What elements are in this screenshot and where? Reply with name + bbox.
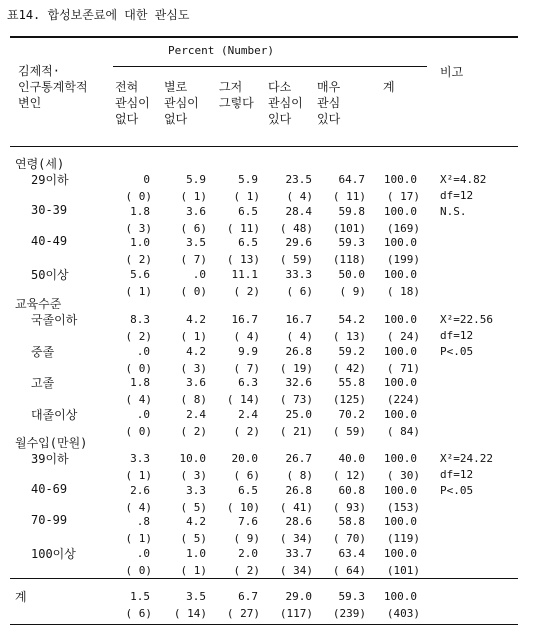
- percent-cell: 3.5: [186, 590, 206, 603]
- count-cell: ( 0): [125, 563, 152, 577]
- percent-cell: 100.0: [383, 236, 417, 249]
- count-cell: ( 2): [180, 424, 207, 438]
- row-label: 국졸이하: [31, 313, 78, 327]
- percent-cell: 29.0: [285, 590, 312, 603]
- percent-cell: 1.0: [130, 236, 150, 249]
- percent-cell: 2.6: [130, 483, 150, 497]
- row-label: 계: [15, 590, 27, 604]
- percent-cell: .0: [136, 546, 150, 560]
- count-cell: ( 2): [233, 284, 260, 298]
- count-cell: ( 3): [180, 469, 207, 482]
- count-cell: ( 13): [226, 253, 260, 266]
- row-label: 30-39: [31, 202, 68, 217]
- percent-cell: 16.7: [231, 313, 258, 326]
- percent-cell: 1.8: [130, 204, 150, 218]
- count-cell: ( 5): [180, 500, 207, 514]
- count-cell: ( 6): [286, 284, 313, 298]
- count-cell: ( 9): [339, 284, 366, 298]
- percent-cell: 20.0: [231, 452, 258, 465]
- percent-cell: 3.3: [186, 483, 206, 497]
- percent-cell: 100.0: [383, 344, 417, 358]
- count-cell: (239): [332, 607, 366, 620]
- count-cell: ( 6): [125, 607, 152, 620]
- percent-cell: 59.3: [338, 590, 365, 603]
- count-cell: ( 42): [332, 361, 366, 375]
- count-cell: ( 6): [180, 221, 207, 235]
- percent-cell: 5.6: [130, 267, 150, 281]
- percent-cell: 54.2: [338, 313, 365, 326]
- count-cell: ( 0): [125, 361, 152, 375]
- count-cell: (101): [386, 563, 420, 577]
- count-cell: ( 1): [125, 284, 152, 298]
- percent-cell: 3.3: [130, 452, 150, 465]
- count-cell: ( 9): [233, 532, 260, 545]
- count-cell: ( 5): [180, 532, 207, 545]
- percent-cell: 4.2: [186, 344, 206, 358]
- count-cell: ( 73): [279, 393, 313, 406]
- percent-cell: 29.6: [285, 236, 312, 249]
- remark-note: P<.05: [440, 484, 474, 497]
- column-header: [317, 79, 340, 127]
- column-header-line: 계: [383, 80, 395, 94]
- percent-cell: 26.7: [285, 452, 312, 465]
- remark-note: X²=22.56: [440, 313, 493, 326]
- count-cell: ( 11): [226, 221, 260, 235]
- variable-header-line: 인구통계학적: [18, 80, 88, 94]
- row-label: 중졸: [31, 344, 55, 359]
- percent-underline: [113, 66, 427, 67]
- percent-cell: 60.8: [338, 483, 365, 497]
- section-label: 월수입(만원): [15, 436, 88, 450]
- count-cell: ( 3): [125, 221, 152, 235]
- remark-note: X²=24.22: [440, 452, 493, 465]
- percent-cell: 100.0: [383, 483, 417, 497]
- percent-cell: 4.2: [186, 515, 206, 528]
- percent-cell: 26.8: [285, 344, 312, 358]
- percent-cell: 32.6: [285, 376, 312, 389]
- bottom-rule: [10, 624, 518, 625]
- column-header: [115, 79, 150, 127]
- percent-cell: 100.0: [383, 313, 417, 326]
- count-cell: ( 3): [180, 361, 207, 375]
- count-cell: (117): [279, 607, 313, 620]
- percent-cell: 10.0: [179, 452, 206, 465]
- column-header-line: 전혀: [115, 80, 139, 94]
- count-cell: ( 1): [233, 190, 260, 203]
- count-cell: ( 59): [332, 424, 366, 438]
- count-cell: ( 19): [279, 361, 313, 375]
- percent-cell: 33.3: [285, 267, 312, 281]
- count-cell: ( 18): [386, 284, 420, 298]
- count-cell: ( 1): [180, 563, 207, 577]
- count-cell: (119): [386, 532, 420, 545]
- percent-cell: 55.8: [338, 376, 365, 389]
- percent-cell: 8.3: [130, 313, 150, 326]
- remark-note: df=12: [440, 329, 474, 342]
- percent-cell: 6.5: [238, 483, 258, 497]
- percent-cell: 6.5: [238, 204, 258, 218]
- percent-cell: 59.3: [338, 236, 365, 249]
- remark-note: df=12: [440, 189, 474, 202]
- percent-cell: 100.0: [383, 267, 417, 281]
- percent-cell: 3.6: [186, 204, 206, 218]
- percent-cell: 2.4: [238, 407, 258, 421]
- column-header-line: 그저: [219, 80, 243, 94]
- percent-cell: 0: [143, 173, 150, 186]
- row-label: 100이상: [31, 546, 76, 561]
- count-cell: ( 0): [180, 284, 207, 298]
- percent-cell: 59.2: [338, 344, 365, 358]
- count-cell: ( 21): [279, 424, 313, 438]
- count-cell: ( 10): [226, 500, 260, 514]
- percent-cell: 100.0: [383, 376, 417, 389]
- percent-cell: 7.6: [238, 515, 258, 528]
- percent-cell: 100.0: [383, 515, 417, 528]
- count-cell: ( 0): [125, 190, 152, 203]
- percent-cell: 28.4: [285, 204, 312, 218]
- percent-cell: 100.0: [383, 173, 417, 186]
- count-cell: ( 2): [125, 330, 152, 343]
- percent-cell: 5.9: [238, 173, 258, 186]
- percent-cell: 100.0: [383, 452, 417, 465]
- row-label: 29이하: [31, 173, 69, 187]
- percent-cell: 2.4: [186, 407, 206, 421]
- count-cell: ( 70): [332, 532, 366, 545]
- count-cell: ( 24): [386, 330, 420, 343]
- count-cell: (153): [386, 500, 420, 514]
- remark-note: X²=4.82: [440, 173, 487, 186]
- percent-cell: 40.0: [338, 452, 365, 465]
- count-cell: ( 12): [332, 469, 366, 482]
- variable-header: [18, 63, 88, 111]
- column-header-line: 있다: [268, 112, 292, 126]
- count-cell: (199): [386, 253, 420, 266]
- top-rule: [10, 36, 518, 38]
- row-label: 40-69: [31, 481, 68, 496]
- count-cell: (118): [332, 253, 366, 266]
- percent-cell: 1.5: [130, 590, 150, 603]
- count-cell: (125): [332, 393, 366, 406]
- column-header-line: 매우: [317, 80, 341, 94]
- count-cell: ( 48): [279, 221, 313, 235]
- percent-cell: 6.5: [238, 236, 258, 249]
- percent-cell: 5.9: [186, 173, 206, 186]
- count-cell: ( 1): [125, 469, 152, 482]
- percent-cell: 63.4: [338, 546, 365, 560]
- percent-cell: 26.8: [285, 483, 312, 497]
- percent-cell: 23.5: [285, 173, 312, 186]
- count-cell: ( 14): [226, 393, 260, 406]
- count-cell: ( 11): [332, 190, 366, 203]
- percent-cell: 3.5: [186, 236, 206, 249]
- percent-cell: 3.6: [186, 376, 206, 389]
- section-label: 연령(세): [15, 157, 65, 171]
- row-label: 39이하: [31, 452, 69, 466]
- count-cell: (224): [386, 393, 420, 406]
- percent-cell: 1.0: [186, 546, 206, 560]
- count-cell: ( 4): [286, 190, 313, 203]
- count-cell: ( 41): [279, 500, 313, 514]
- count-cell: ( 71): [386, 361, 420, 375]
- column-header: [164, 79, 199, 127]
- column-header-line: 관심이: [268, 96, 303, 110]
- variable-header-line: 변인: [18, 96, 42, 110]
- count-cell: ( 4): [286, 330, 313, 343]
- column-header-line: 없다: [115, 112, 139, 126]
- count-cell: ( 59): [279, 253, 313, 266]
- percent-cell: 64.7: [338, 173, 365, 186]
- column-header-line: 관심이: [115, 96, 150, 110]
- column-header-line: 다소: [268, 80, 292, 94]
- percent-cell: 100.0: [383, 546, 417, 560]
- row-label: 70-99: [31, 513, 68, 527]
- percent-cell: 4.2: [186, 313, 206, 326]
- percent-cell: 9.9: [238, 344, 258, 358]
- row-label: 50이상: [31, 267, 69, 282]
- remarks-header: 비고: [440, 65, 464, 79]
- section-label: 교육수준: [15, 297, 62, 311]
- percent-cell: 16.7: [285, 313, 312, 326]
- count-cell: ( 4): [125, 500, 152, 514]
- percent-cell: 58.8: [338, 515, 365, 528]
- column-header: [268, 79, 303, 127]
- column-header: [219, 79, 254, 111]
- percent-cell: .8: [136, 515, 150, 528]
- count-cell: ( 7): [233, 361, 260, 375]
- column-header: [383, 79, 395, 95]
- count-cell: ( 4): [233, 330, 260, 343]
- header-bottom-rule: [10, 146, 518, 147]
- count-cell: ( 4): [125, 393, 152, 406]
- count-cell: ( 6): [233, 469, 260, 482]
- column-header-line: 그렇다: [219, 96, 254, 110]
- count-cell: ( 30): [386, 469, 420, 482]
- count-cell: ( 2): [125, 253, 152, 266]
- percent-cell: 1.8: [130, 376, 150, 389]
- row-label: 40-49: [31, 234, 68, 248]
- column-header-line: 없다: [164, 112, 188, 126]
- percent-cell: 33.7: [285, 546, 312, 560]
- percent-cell: 6.3: [238, 376, 258, 389]
- percent-cell: 6.7: [238, 590, 258, 603]
- count-cell: ( 93): [332, 500, 366, 514]
- count-cell: ( 2): [233, 563, 260, 577]
- percent-cell: 50.0: [338, 267, 365, 281]
- count-cell: ( 34): [279, 563, 313, 577]
- percent-cell: .0: [136, 407, 150, 421]
- row-label: 고졸: [31, 376, 55, 390]
- row-label: 대졸이상: [31, 407, 78, 422]
- count-cell: ( 64): [332, 563, 366, 577]
- remark-note: P<.05: [440, 345, 474, 358]
- column-header-line: 있다: [317, 112, 341, 126]
- variable-header-line: 김제적·: [18, 64, 61, 78]
- count-cell: ( 7): [180, 253, 207, 266]
- table-title: 표14. 합성보존료에 대한 관심도: [7, 8, 190, 22]
- count-cell: ( 8): [286, 469, 313, 482]
- count-cell: ( 84): [386, 424, 420, 438]
- count-cell: ( 1): [180, 190, 207, 203]
- percent-cell: 70.2: [338, 407, 365, 421]
- percent-cell: 100.0: [383, 204, 417, 218]
- percent-cell: 2.0: [238, 546, 258, 560]
- count-cell: ( 1): [180, 330, 207, 343]
- column-header-line: 별로: [164, 80, 188, 94]
- remark-note: N.S.: [440, 205, 467, 218]
- total-top-rule: [10, 578, 518, 579]
- count-cell: ( 1): [125, 532, 152, 545]
- percent-cell: .0: [136, 344, 150, 358]
- percent-cell: 25.0: [285, 407, 312, 421]
- column-header-line: 관심: [317, 96, 341, 110]
- percent-cell: 28.6: [285, 515, 312, 528]
- percent-cell: 100.0: [383, 407, 417, 421]
- remark-note: df=12: [440, 468, 474, 481]
- count-cell: ( 13): [332, 330, 366, 343]
- percent-header: Percent (Number): [168, 44, 274, 57]
- count-cell: (101): [332, 221, 366, 235]
- count-cell: ( 0): [125, 424, 152, 438]
- percent-cell: 59.8: [338, 204, 365, 218]
- percent-cell: 100.0: [383, 590, 417, 603]
- count-cell: ( 2): [233, 424, 260, 438]
- percent-cell: 11.1: [231, 267, 258, 281]
- count-cell: ( 34): [279, 532, 313, 545]
- count-cell: (169): [386, 221, 420, 235]
- count-cell: ( 8): [180, 393, 207, 406]
- count-cell: ( 14): [173, 607, 207, 620]
- count-cell: (403): [386, 607, 420, 620]
- percent-cell: .0: [192, 267, 206, 281]
- column-header-line: 관심이: [164, 96, 199, 110]
- count-cell: ( 17): [386, 190, 420, 203]
- count-cell: ( 27): [226, 607, 260, 620]
